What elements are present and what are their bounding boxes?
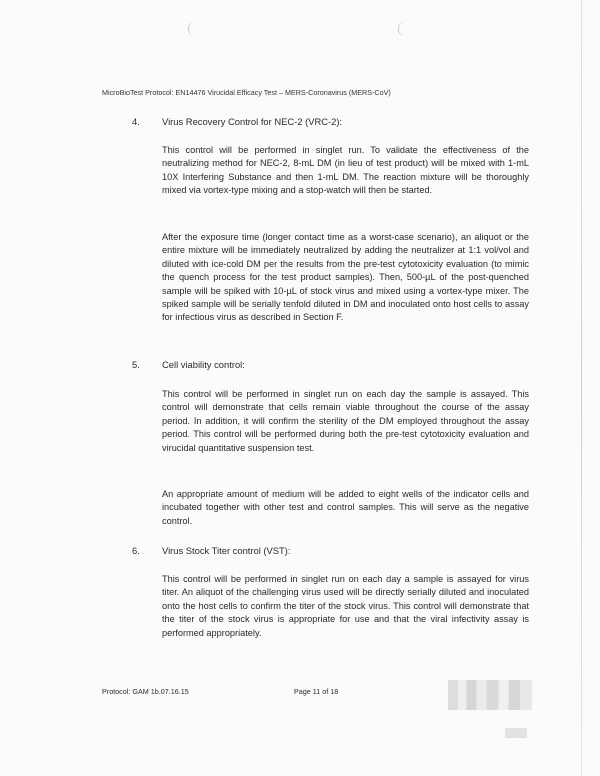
redacted-mark xyxy=(505,728,527,738)
punch-mark xyxy=(188,22,197,36)
footer-page-number: Page 11 of 18 xyxy=(294,687,339,696)
paragraph: This control will be performed in singlet run on each day a sample is assayed for virus titer. An aliquot of the challenging virus used will be directly serially diluted and inoculated onto the host cells to confirm the titer of the stock virus. This control will demonstrate that the titer of the stock virus is appropriate for use and that the viral infectivity assay is performed appropriately. xyxy=(162,574,529,638)
paragraph: After the exposure time (longer contact time as a worst-case scenario), an aliquot or the entire mixture will be immediately neutralized by adding the neutralizer at 1:1 vol/vol and diluted with ice-cold DM per the results from the pre-test cytotoxicity evaluation (to mimic the quench process for the test product samples). Then, 500-µL of the post-quenched sample will be spiked with 10-µL of stock virus and mixed using a vortex-type mixer. The spiked sample will be serially tenfold diluted in DM and inoculated onto host cells to assay for infectious virus as described in Section F. xyxy=(162,232,529,323)
section-heading: Virus Stock Titer control (VST): xyxy=(162,545,291,556)
redacted-signature xyxy=(448,680,532,710)
paragraph: An appropriate amount of medium will be added to eight wells of the indicator cells and incubated together with other test and control samples. This will serve as the negative control. xyxy=(162,489,529,526)
section-number: 4. xyxy=(132,116,140,127)
paragraph: This control will be performed in singlet run on each day the sample is assayed. This control will demonstrate that cells remain viable throughout the course of the assay period. In addition, it will confirm the sterility of the DM employed throughout the assay period. This control will be performed during both the pre-test cytotoxicity evaluation and virucidal quantitative suspension test. xyxy=(162,389,529,453)
scan-edge xyxy=(581,0,582,776)
punch-mark xyxy=(398,22,407,36)
running-header: MicroBioTest Protocol: EN14476 Virucidal Efficacy Test – MERS-Coronavirus (MERS-CoV) xyxy=(102,88,391,97)
section-heading: Virus Recovery Control for NEC-2 (VRC-2): xyxy=(162,116,343,127)
section-number: 6. xyxy=(132,545,140,556)
paragraph: This control will be performed in singlet run. To validate the effectiveness of the neutralizing method for NEC-2, 8-mL DM (in lieu of test product) will be mixed with 1-mL 10X Interfering Substance and then 1-mL DM. The reaction mixture will be thoroughly mixed via vortex-type mixing and a stop-watch will then be started. xyxy=(162,145,529,196)
section-number: 5. xyxy=(132,359,140,370)
footer-protocol: Protocol: GAM 1b.07.16.15 xyxy=(102,687,189,696)
section-heading: Cell viability control: xyxy=(162,359,245,370)
